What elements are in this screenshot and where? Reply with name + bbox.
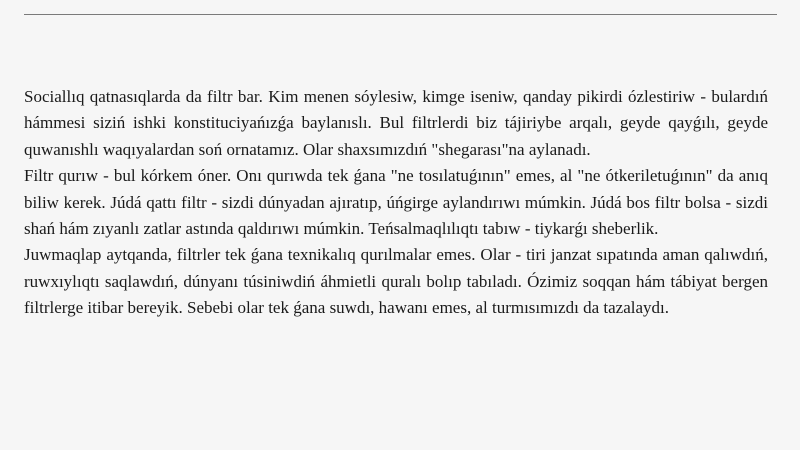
top-divider	[24, 14, 777, 15]
paragraph-2: Filtr qurıw - bul kórkem óner. Onı qurıwda tek ǵana "ne tosılatuǵının" emes, al "ne ótkeriletuǵının" da anıq biliw kerek. Júdá qattı filtr - sizdi dúnyadan ajıratıp, úńgirge aylandırıwı múmkin. Júdá bos filtr bolsa - sizdi shań hám zıyanlı zatlar astında qaldırıwı múmkin. Teńsalmaqlılıqtı tabıw - tiykarǵı sheberlik.	[24, 166, 768, 239]
document-body	[24, 84, 768, 322]
paragraph-1: Sociallıq qatnasıqlarda da filtr bar. Kim menen sóylesiw, kimge iseniw, qanday pikirdi ózlestiriw - bulardıń hámmesi siziń ishki konstituciyańızǵa baylanıslı. Bul filtrlerdi biz tájiriybe arqalı, geyde qayǵılı, geyde quwanıshlı waqıyalardan soń ornatamız. Olar shaxsımızdıń "shegarası"na aylanadı.	[24, 87, 768, 159]
paragraph-3: Juwmaqlap aytqanda, filtrler tek ǵana texnikalıq qurılmalar emes. Olar - tiri janzat sıpatında aman qalıwdıń, ruwxıylıqtı saqlawdıń, dúnyanı túsiniwdiń áhmietli quralı bolıp tabıladı. Ózimiz soqqan hám tábiyat bergen filtrlerge itibar bereyik. Sebebi olar tek ǵana suwdı, hawanı emes, al turmısımızdı da tazalaydı.	[24, 245, 768, 318]
